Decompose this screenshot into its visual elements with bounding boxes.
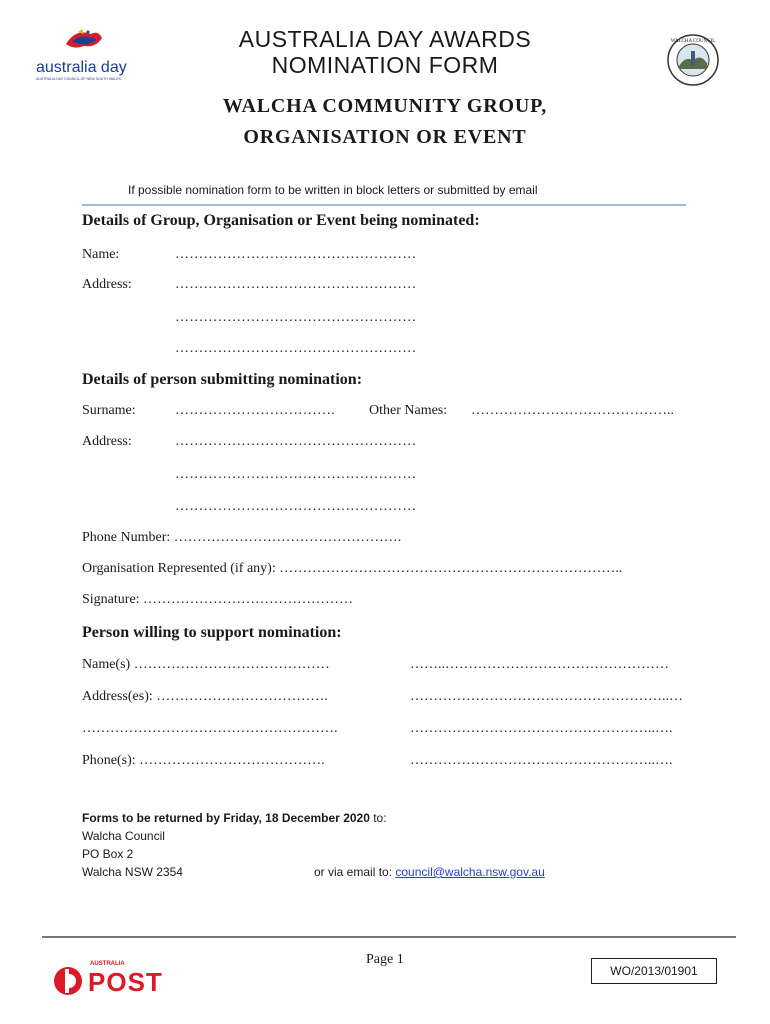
supporter-phone-left[interactable]: Phone(s): …………………………………. — [82, 753, 325, 768]
footer-divider — [42, 936, 736, 938]
return-address-line3: Walcha NSW 2354 — [82, 865, 183, 879]
post-brand-small: AUSTRALIA — [90, 961, 125, 967]
form-title-line1: AUSTRALIA DAY AWARDS — [238, 26, 532, 52]
surname-field[interactable]: ……………………………. — [175, 403, 335, 418]
section-heading-submitter: Details of person submitting nomination: — [82, 371, 363, 388]
email-link[interactable]: council@walcha.nsw.gov.au — [395, 865, 545, 879]
svg-text:WALCHA COUNCIL: WALCHA COUNCIL — [670, 39, 716, 44]
phone-number-field[interactable]: Phone Number: …………………………………………. — [82, 530, 402, 545]
post-mark-icon — [52, 965, 84, 997]
section-heading-supporter: Person willing to support nomination: — [82, 624, 342, 641]
council-seal-icon — [666, 33, 720, 87]
name-label: Name: — [82, 247, 120, 262]
email-line — [314, 863, 545, 881]
post-brand-big: POST — [88, 967, 163, 997]
surname-label: Surname: — [82, 403, 136, 418]
walcha-council-seal — [666, 33, 720, 87]
form-title-line2: NOMINATION FORM — [271, 52, 499, 78]
supporter-address-right[interactable]: ………………………………………………..… — [410, 689, 683, 704]
address-label: Address: — [82, 277, 132, 292]
supporter-names-right[interactable]: ……..………………………………………… — [410, 657, 669, 672]
page-number: Page 1 — [366, 952, 404, 967]
australia-post-logo — [52, 961, 177, 997]
form-subtitle-line1: WALCHA COMMUNITY GROUP, — [222, 95, 548, 117]
return-deadline: Forms to be returned by Friday, 18 December 2020 to: — [82, 811, 387, 825]
address-field-line3[interactable]: …………………………………………… — [175, 341, 417, 356]
address-field-line2[interactable]: …………………………………………… — [175, 310, 417, 325]
name-field[interactable]: …………………………………………… — [175, 247, 417, 262]
supporter-address-left[interactable]: Address(es): ………………………………. — [82, 689, 328, 704]
return-address-line2: PO Box 2 — [82, 847, 134, 861]
other-names-label: Other Names: — [369, 403, 448, 418]
other-names-field[interactable]: …………………………………….. — [471, 403, 674, 418]
flag-swoosh-icon — [36, 26, 136, 56]
submitter-address-line1[interactable]: …………………………………………… — [175, 434, 417, 449]
australia-day-logo — [36, 26, 136, 82]
signature-field[interactable]: Signature: ……………………………………… — [82, 592, 354, 607]
submitter-address-label: Address: — [82, 434, 132, 449]
supporter-phone-right[interactable]: ……………………………………………..…. — [410, 753, 673, 768]
address-field-line1[interactable]: …………………………………………… — [175, 277, 417, 292]
supporter-blank-left[interactable]: ………………………………………………. — [82, 721, 338, 736]
reference-number: WO/2013/01901 — [591, 958, 717, 984]
email-prefix: or via email to: — [314, 865, 393, 879]
supporter-blank-right[interactable]: ……………………………………………..…. — [410, 721, 673, 736]
organisation-field[interactable]: Organisation Represented (if any): ……………………………………………………………….. — [82, 561, 623, 576]
divider — [82, 204, 686, 206]
form-subtitle-line2: ORGANISATION OR EVENT — [243, 126, 527, 148]
submitter-address-line3[interactable]: …………………………………………… — [175, 499, 417, 514]
submitter-address-line2[interactable]: …………………………………………… — [175, 467, 417, 482]
supporter-names-left[interactable]: Name(s) …………………………………… — [82, 657, 330, 672]
logo-tagline: AUSTRALIA DAY COUNCIL OF NEW SOUTH WALES — [36, 77, 121, 81]
section-heading-nominee: Details of Group, Organisation or Event being nominated: — [82, 212, 480, 229]
return-address-line1: Walcha Council — [82, 829, 165, 843]
instruction-text: If possible nomination form to be written in block letters or submitted by email — [128, 183, 538, 197]
logo-wordmark: australia day — [36, 59, 127, 76]
